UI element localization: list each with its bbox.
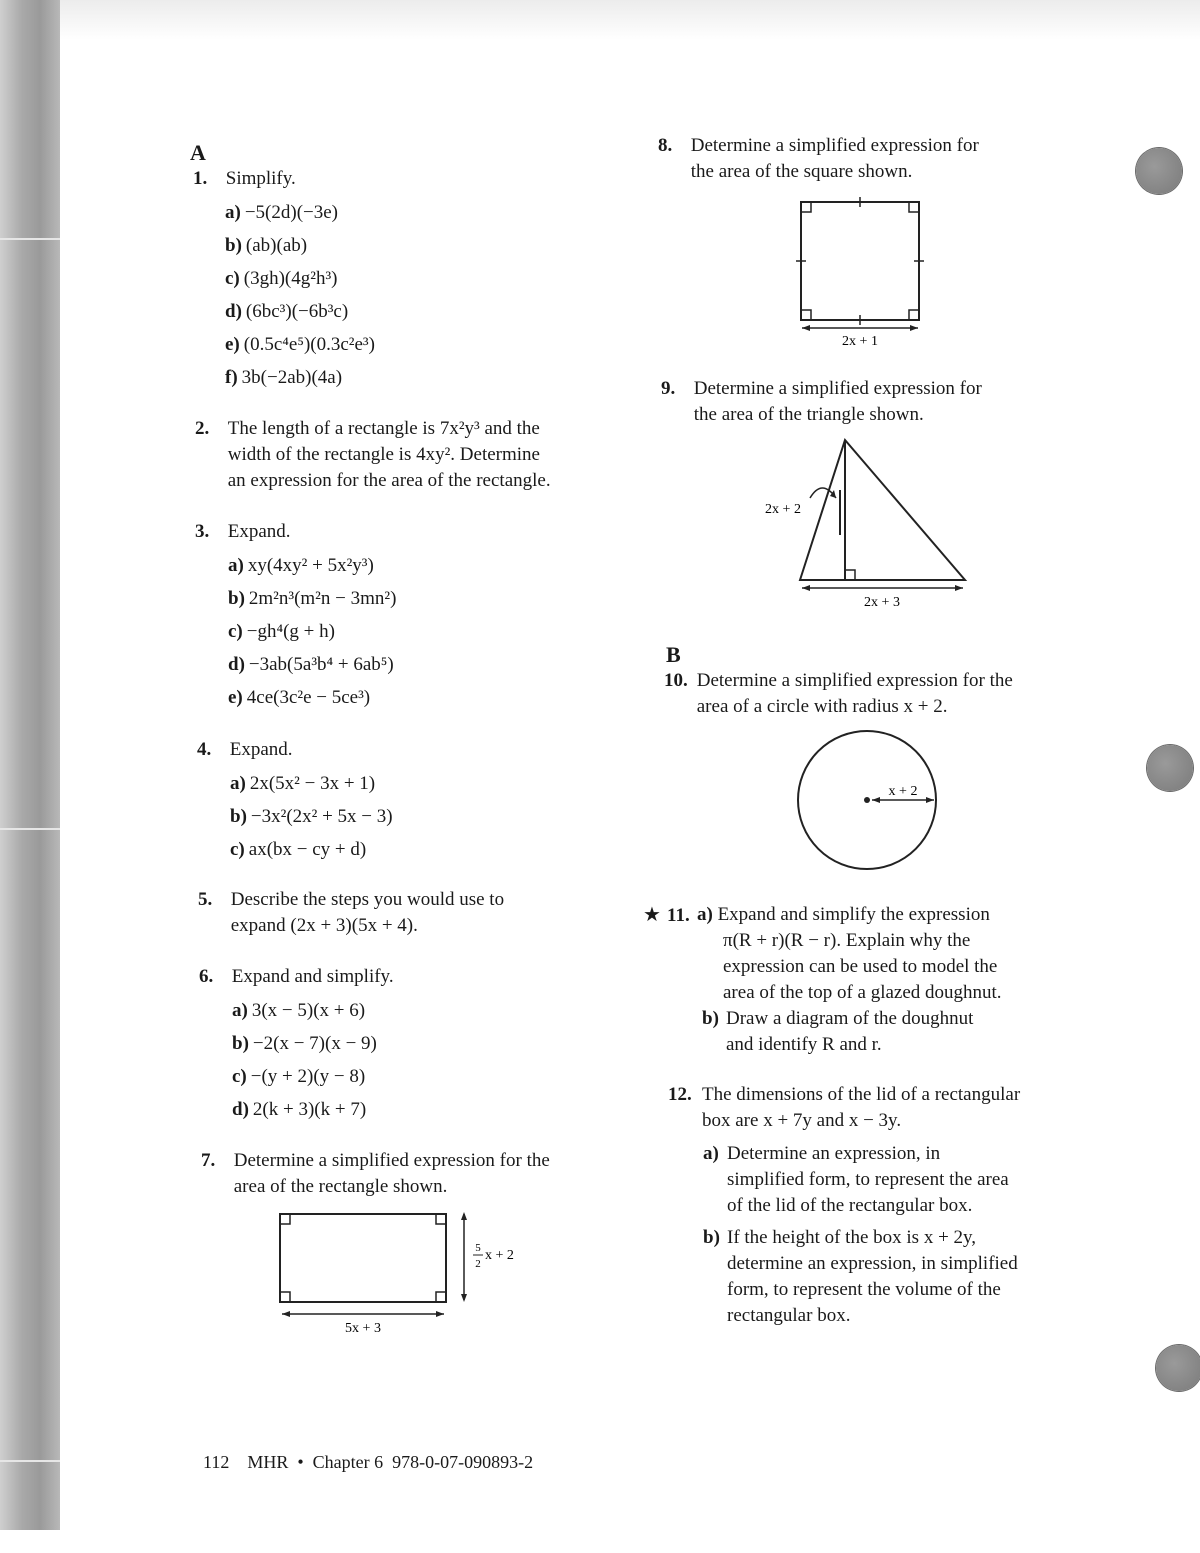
height-label: 2x + 2: [765, 502, 801, 517]
question-line: determine an expression, in simplified: [727, 1253, 1018, 1274]
question-number: 11.: [667, 905, 690, 926]
chapter: Chapter 6: [312, 1452, 384, 1472]
rectangle-diagram: [260, 1200, 560, 1350]
question-line: rectangular box.: [727, 1305, 851, 1326]
base-label: 2x + 3: [864, 595, 900, 610]
question-9: [661, 376, 982, 428]
publisher: MHR: [247, 1452, 289, 1472]
punch-hole: [1136, 148, 1182, 194]
question-line: form, to represent the volume of the: [727, 1279, 1001, 1300]
question-number: 9.: [661, 378, 676, 399]
part-b: b) −3x²(2x² + 5x − 3): [230, 806, 393, 827]
question-line: If the height of the box is x + 2y,: [727, 1227, 977, 1248]
part-b: b) 2m²n³(m²n − 3mn²): [228, 588, 397, 609]
part-c: c) (3gh)(4g²h³): [225, 268, 338, 289]
question-number: 4.: [197, 739, 212, 760]
part-d: d) −3ab(5a³b⁴ + 6ab⁵): [228, 654, 394, 675]
question-12-part-b: b) If the height of the box is x + 2y, determine an expression, in simplified form, to represent the volume of the rectangular box.: [703, 1225, 1018, 1329]
question-4: [197, 737, 293, 763]
question-line: simplified form, to represent the area: [727, 1169, 1009, 1190]
question-line: Determine a simplified expression for the: [696, 670, 1013, 691]
question-text: Expand and simplify.: [231, 966, 394, 987]
center-point: [864, 797, 870, 803]
question-line: box are x + 7y and x − 3y.: [702, 1110, 902, 1131]
height-label: x + 2: [485, 1248, 514, 1263]
question-line: Draw a diagram of the doughnut: [726, 1008, 974, 1029]
question-line: π(R + r)(R − r). Explain why the: [723, 930, 971, 951]
question-number: 1.: [193, 168, 208, 189]
question-3: [195, 519, 291, 545]
question-number: 5.: [198, 889, 213, 910]
question-text: Expand.: [227, 521, 291, 542]
isbn: 978-0-07-090893-2: [392, 1452, 534, 1472]
star-icon: ★: [643, 904, 661, 926]
question-12-part-a: a) Determine an expression, in simplified form, to represent the area of the lid of the rectangular box.: [703, 1141, 1009, 1219]
question-line: expression can be used to model the: [723, 956, 998, 977]
question-4-parts: [230, 767, 393, 866]
question-line: Determine a simplified expression for: [690, 135, 979, 156]
height-fraction-numerator: 5: [475, 1242, 481, 1254]
width-label: 5x + 3: [345, 1321, 381, 1336]
part-c: c) −(y + 2)(y − 8): [232, 1066, 366, 1087]
punch-hole: [1156, 1345, 1200, 1391]
question-number: 12.: [668, 1084, 692, 1105]
height-fraction-denominator: 2: [475, 1258, 481, 1270]
square-shape: [801, 202, 919, 320]
triangle-diagram: [750, 430, 980, 615]
question-6: [199, 964, 394, 990]
binder-line: [0, 238, 60, 240]
right-angle-marks: [801, 202, 919, 320]
right-angle-marks: [280, 1214, 446, 1302]
square-diagram: [780, 190, 940, 355]
question-11-part-b: b) Draw a diagram of the doughnut and identify R and r.: [702, 1006, 973, 1058]
page-shadow: [60, 0, 1200, 40]
question-10: [664, 668, 1013, 720]
section-a-heading: A: [190, 140, 206, 165]
question-line: The dimensions of the lid of a rectangular: [702, 1084, 1021, 1105]
footer-bullet: •: [297, 1452, 304, 1472]
section-b-heading: B: [666, 642, 681, 667]
question-line: Determine an expression, in: [727, 1143, 941, 1164]
side-label: 2x + 1: [842, 334, 878, 349]
question-11: [643, 902, 990, 929]
question-line: an expression for the area of the rectangle.: [227, 470, 551, 491]
question-line: area of a circle with radius x + 2.: [696, 696, 948, 717]
part-e: e) 4ce(3c²e − 5ce³): [228, 687, 371, 708]
question-line: the area of the square shown.: [690, 161, 913, 182]
page-number: 112: [203, 1452, 230, 1472]
question-3-parts: [228, 549, 396, 714]
question-line: expand (2x + 3)(5x + 4).: [230, 915, 418, 936]
page-footer: [203, 1452, 533, 1473]
question-line: width of the rectangle is 4xy². Determine: [227, 444, 540, 465]
question-7: [201, 1148, 550, 1200]
question-line: Determine a simplified expression for: [693, 378, 982, 399]
part-a: a) −5(2d)(−3e): [225, 202, 339, 223]
question-line: the area of the triangle shown.: [693, 404, 924, 425]
question-number: 10.: [664, 670, 688, 691]
radius-label: x + 2: [888, 784, 918, 799]
part-a: a) xy(4xy² + 5x²y³): [228, 555, 374, 576]
part-a: a) 2x(5x² − 3x + 1): [230, 773, 376, 794]
question-line: The length of a rectangle is 7x²y³ and the: [227, 418, 540, 439]
right-angle-mark: [845, 570, 855, 580]
binder-strip: [0, 0, 60, 1530]
question-line: Describe the steps you would use to: [230, 889, 505, 910]
part-c: c) −gh⁴(g + h): [228, 621, 335, 642]
question-2: [195, 416, 551, 494]
part-b: b) (ab)(ab): [225, 235, 308, 256]
part-f: f) 3b(−2ab)(4a): [225, 367, 343, 388]
question-line: area of the rectangle shown.: [233, 1176, 448, 1197]
question-number: 8.: [658, 135, 673, 156]
question-line: Determine a simplified expression for the: [233, 1150, 550, 1171]
part-a: a) 3(x − 5)(x + 6): [232, 1000, 366, 1021]
question-5: [198, 887, 504, 939]
question-number: 6.: [199, 966, 214, 987]
question-line: area of the top of a glazed doughnut.: [723, 982, 1002, 1003]
part-e: e) (0.5c⁴e⁵)(0.3c²e³): [225, 334, 375, 355]
question-number: 2.: [195, 418, 210, 439]
part-d: d) 2(k + 3)(k + 7): [232, 1099, 367, 1120]
question-text: Expand.: [229, 739, 293, 760]
question-11-part-a-cont: [723, 928, 1002, 1006]
question-1-parts: [225, 196, 375, 394]
part-d: d) (6bc³)(−6b³c): [225, 301, 349, 322]
part-a: a) Expand and simplify the expression: [697, 904, 990, 925]
binder-line: [0, 828, 60, 830]
binder-line: [0, 1460, 60, 1462]
tick-marks: [796, 197, 924, 325]
part-b: b) −2(x − 7)(x − 9): [232, 1033, 377, 1054]
question-line: of the lid of the rectangular box.: [727, 1195, 973, 1216]
part-c: c) ax(bx − cy + d): [230, 839, 367, 860]
question-1: [193, 166, 296, 192]
circle-diagram: [790, 728, 950, 878]
triangle-shape: [800, 440, 965, 580]
question-text: Simplify.: [225, 168, 296, 189]
question-6-parts: [232, 994, 377, 1126]
question-number: 3.: [195, 521, 210, 542]
question-line: and identify R and r.: [726, 1034, 882, 1055]
rectangle-shape: [280, 1214, 446, 1302]
question-8: [658, 133, 979, 185]
punch-hole: [1147, 745, 1193, 791]
question-number: 7.: [201, 1150, 216, 1171]
question-12: [668, 1082, 1020, 1134]
